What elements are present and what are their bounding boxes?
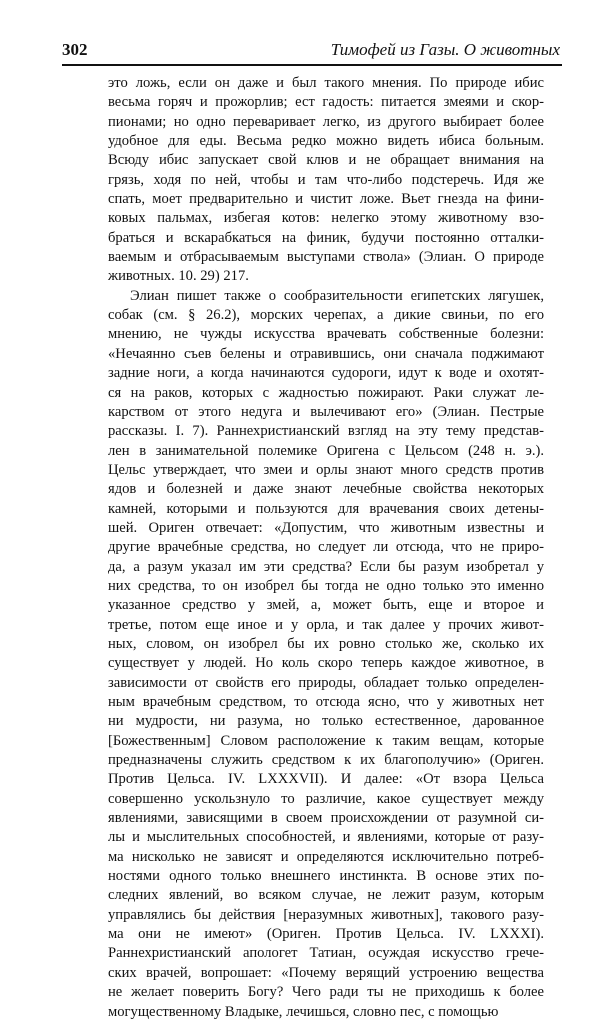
body-text [108, 74, 544, 1022]
text-line: браться и вскарабкаться на финик, будучи постоянно отталки- [108, 229, 544, 246]
text-line: ских врачей, вопрошает: «Почему верящий устроению вещества [108, 964, 544, 981]
text-line: указанное средство у змей, а, может быть, еще и второе и [108, 597, 544, 614]
paragraph [108, 74, 544, 287]
text-line: ным врачебным средством, то отсюда ясно, что у животных нет [108, 694, 544, 710]
text-line: них средства, то он изобрел бы тогда не одно только это именно [108, 577, 544, 594]
text-line: не желает поверить Богу? Чего ради ты не приходишь к более [108, 984, 544, 1001]
text-line: ностями одного только внешнего инстинкта. В основе этих по- [108, 868, 544, 885]
text-line: грязь, ходя по ней, чтобы и там что-либо подстеречь. Идя же [108, 171, 544, 188]
text-line: удобное для еды. Весьма редко можно видеть ибиса больным. [108, 133, 544, 150]
text-line: Элиан пишет также о сообразительности египетских лягушек, [130, 287, 544, 304]
text-line: ваемым и отбрасываемым выступами ствола» (Элиан. О природе [108, 249, 544, 266]
text-line: пионами; но одно переваривает легко, из другого выбирает более [108, 113, 544, 130]
text-line: третье, потом еще иное и у орла, и так далее у прочих живот- [108, 616, 544, 633]
paragraph [108, 287, 544, 1022]
text-line: да, а разум указал им эти средства? Если бы разум изобретал у [108, 558, 544, 575]
text-line: могущественному Владыке, лечишься, словно пес, с помощью [108, 1003, 499, 1020]
text-line: карством от этого недуга и вылечивают его» (Элиан. Пестрые [108, 403, 544, 420]
page-header [62, 36, 562, 66]
text-line: Раннехристианский апологет Татиан, осуждая искусство грече- [108, 945, 544, 962]
text-line: лы и мыслительных способностей, и явлениями, которые от разу- [108, 829, 544, 846]
text-line: «Нечаянно съев белены и отравившись, они сначала поджимают [108, 345, 544, 362]
text-line: совершенно ускользнуло то различие, какое существует между [108, 790, 544, 807]
text-line: ма они не имеют» (Ориген. Против Цельса. IV. LXXXI). [108, 926, 544, 943]
text-line: ковых пальмах, избегая котов: нелегко этому животному взо- [108, 210, 544, 227]
text-line: ни мудрости, ни разума, но только естественное, дарованное [108, 713, 544, 730]
text-line: камней, которыми и пользуются для врачевания своих детены- [108, 500, 544, 517]
text-line: [Божественным] Словом расположение к таким вещам, которые [108, 732, 544, 749]
text-line: лен в занимательной полемике Оригена с Цельсом (248 н. э.). [108, 442, 544, 459]
text-line: ся на раков, которых с жадностью пожирают. Раки служат ле- [108, 384, 544, 401]
text-line: собак (см. § 26.2), морских черепах, а дикие свиньи, по его [108, 307, 544, 324]
text-line: существует у людей. Но коль скоро теперь каждое животное, в [108, 655, 544, 672]
text-line: задние ноги, а когда начинаются судороги, идут к воде и охотят- [108, 365, 544, 382]
text-line: Всюду ибис запускает свой клюв и не обращает внимания на [108, 152, 544, 169]
text-line: ядов и болезней и даже знают лечебные свойства некоторых [108, 481, 544, 498]
text-line: весьма горяч и прожорлив; ест гадость: питается змеями и скор- [108, 94, 544, 111]
text-line: ма нисколько не зависят и определяются исключительно потреб- [108, 848, 544, 865]
text-line: это ложь, если он даже и был такого мнения. По природе ибис [108, 75, 544, 91]
text-line: Против Цельса. IV. LXXXVII). И далее: «От взора Цельса [108, 771, 544, 788]
text-line: следних явлений, во всяком случае, не лежит разум, которым [108, 887, 544, 904]
text-line: Цельс утверждает, что змеи и орлы знают много средств против [108, 461, 544, 478]
text-line: другие врачебные средства, но следует ли отсюда, что не приро- [108, 539, 544, 556]
text-line: явлениями, зависящими в своем происхождении от разумной си- [108, 810, 544, 827]
text-line: мнению, не чужды искусства врачевать собственные болезни: [108, 326, 544, 343]
text-line: предназначены служить средством к их благополучию» (Ориген. [108, 752, 544, 769]
text-line: зависимости от свойств его природы, обладает только определен- [108, 674, 544, 691]
text-line: рассказы. I. 7). Раннехристианский взгляд на эту тему представ- [108, 423, 544, 440]
text-line: ных, словом, он изобрел бы их ровно столько же, сколько их [108, 635, 544, 652]
running-title: Тимофей из Газы. О животных [330, 40, 560, 59]
text-line: управлялись бы действия [неразумных животных], такового разу- [108, 906, 544, 923]
text-line: спать, моет предварительно и чистит ложе. Вьет гнезда на фини- [108, 191, 544, 208]
page-number: 302 [62, 40, 88, 59]
text-line: животных. 10. 29) 217. [108, 268, 249, 285]
text-line: шей. Ориген отвечает: «Допустим, что животным известны и [108, 519, 544, 536]
